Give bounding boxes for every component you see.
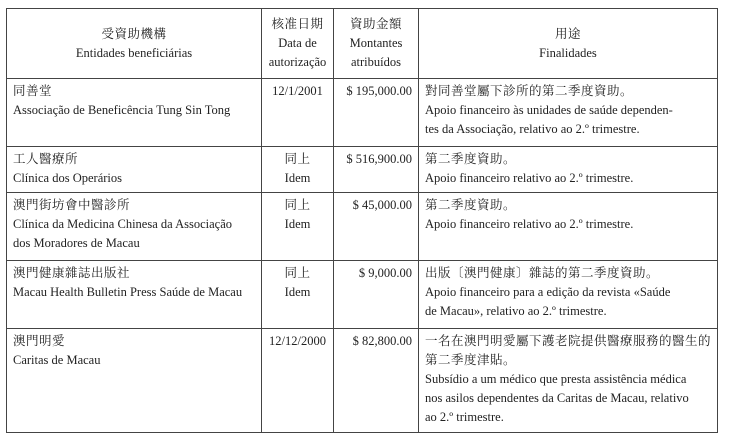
date-cell: 12/12/2000 bbox=[262, 329, 334, 433]
table-row bbox=[7, 147, 718, 193]
header-date: 核准日期 Data de autorização bbox=[262, 9, 334, 79]
date-cell: 同上 Idem bbox=[262, 193, 334, 261]
purpose-cell: 第二季度資助。 Apoio financeiro relativo ao 2.º trimestre. bbox=[419, 147, 718, 193]
amount-cell: $ 82,800.00 bbox=[334, 329, 419, 433]
header-amount: 資助金額 Montantes atribuídos bbox=[334, 9, 419, 79]
header-row bbox=[7, 9, 718, 79]
amount-cell: $ 195,000.00 bbox=[334, 79, 419, 147]
purpose-cell: 第二季度資助。 Apoio financeiro relativo ao 2.º trimestre. bbox=[419, 193, 718, 261]
date-cell: 同上 Idem bbox=[262, 147, 334, 193]
header-purpose: 用途 Finalidades bbox=[419, 9, 718, 79]
amount-cell: $ 9,000.00 bbox=[334, 261, 419, 329]
entity-cell: 工人醫療所 Clínica dos Operários bbox=[7, 147, 262, 193]
date-cell: 同上 Idem bbox=[262, 261, 334, 329]
entity-cell: 澳門明愛 Caritas de Macau bbox=[7, 329, 262, 433]
date-cell: 12/1/2001 bbox=[262, 79, 334, 147]
amount-cell: $ 45,000.00 bbox=[334, 193, 419, 261]
purpose-cell: 對同善堂屬下診所的第二季度資助。 Apoio financeiro às unidades de saúde dependen- tes da Associação, relativo ao 2.º trimestre. bbox=[419, 79, 718, 147]
purpose-cell: 出版〔澳門健康〕雜誌的第二季度資助。 Apoio financeiro para a edição da revista «Saúde de Macau», relativo ao 2.º trimestre. bbox=[419, 261, 718, 329]
amount-cell: $ 516,900.00 bbox=[334, 147, 419, 193]
table-row bbox=[7, 329, 718, 433]
subsidy-table bbox=[6, 8, 718, 433]
table-row bbox=[7, 193, 718, 261]
purpose-cell: 一名在澳門明愛屬下護老院提供醫療服務的醫生的 第二季度津貼。 Subsídio a um médico que presta assistência médica nos asilos dependentes da Caritas de Macau, relativo ao 2.º trimestre. bbox=[419, 329, 718, 433]
header-entities: 受資助機構 Entidades beneficiárias bbox=[7, 9, 262, 79]
table-row bbox=[7, 79, 718, 147]
entity-cell: 同善堂 Associação de Beneficência Tung Sin Tong bbox=[7, 79, 262, 147]
entity-cell: 澳門街坊會中醫診所 Clínica da Medicina Chinesa da Associação dos Moradores de Macau bbox=[7, 193, 262, 261]
table-row bbox=[7, 261, 718, 329]
entity-cell: 澳門健康雜誌出版社 Macau Health Bulletin Press Saúde de Macau bbox=[7, 261, 262, 329]
